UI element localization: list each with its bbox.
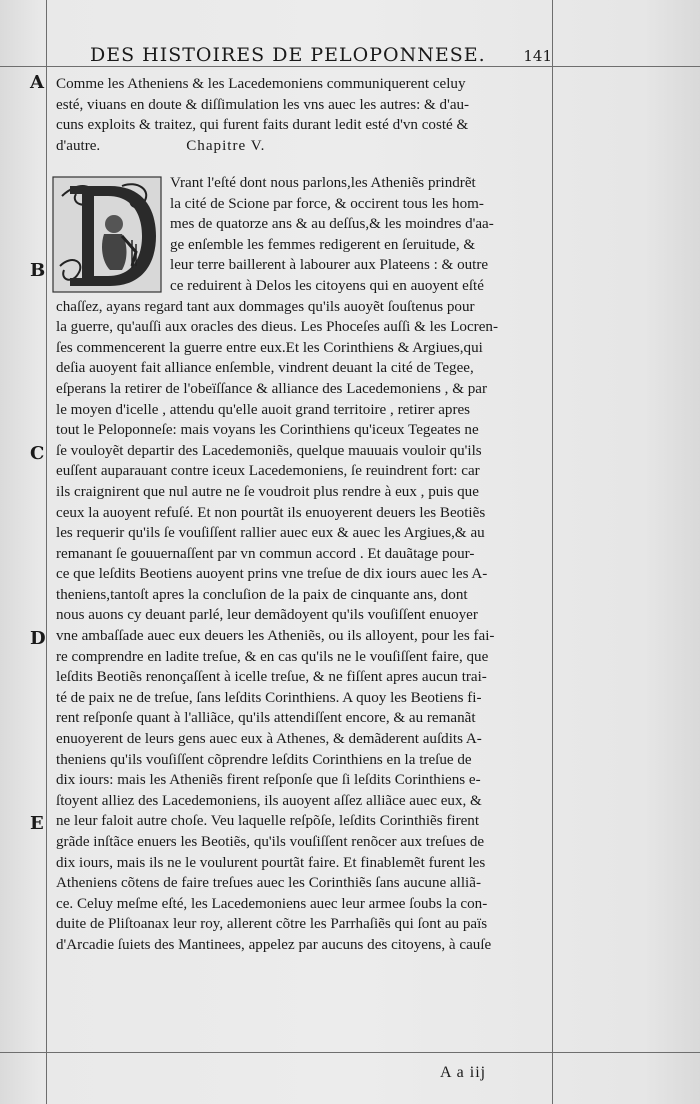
text-line: re comprendre en ladite treſue, & en cas qu'ils ne le vouſiſſent faire, que [56, 648, 489, 665]
text-line: ne leur faloit autre choſe. Veu laquelle reſpõſe, leſdits Corinthiẽs firent [56, 813, 480, 830]
text-line: ſes commencerent la guerre entre eux.Et les Corinthiens & Argiues,qui [56, 339, 483, 356]
margin-letter-b: B [30, 260, 46, 281]
text-line: dix iours, mais ils ne le voulurent pourtãt faire. Et finablemẽt furent les [56, 854, 486, 871]
text-line: euſſent auparauant contre iceux Lacedemoniens, ſe reuindrent fort: car [56, 463, 480, 480]
text-line: chaſſez, ayans regard tant aux dommages qu'ils auoyẽt ſouſtenus pour [56, 298, 475, 315]
running-title: DES HISTOIRES DE PELOPONNESE. [90, 44, 486, 66]
text-line: Vrant l'eſté dont nous parlons,les Atheniẽs prindrẽt [170, 175, 476, 191]
intro-line: Comme les Atheniens & les Lacedemoniens communiquerent celuy [56, 76, 466, 92]
text-line: leſdits Beotiẽs renonçaſſent à icelle treſue, & ne fiſſent apres aucun trai- [56, 669, 487, 686]
margin-letter-a: A [30, 72, 44, 93]
text-line: enuoyerent de leurs gens auec eux à Athenes, & demãderent auſdits A- [56, 731, 482, 748]
text-line: ce reduirent à Delos les citoyens qui en auoyent eſté [170, 277, 484, 294]
text-line: leur terre baillerent à labourer aux Plateens : & outre [170, 257, 489, 274]
text-line: le moyen d'icelle , attendu qu'elle auoit grand territoire , retirer apres [56, 401, 471, 418]
margin-letter-e: E [30, 813, 44, 834]
intro-line-end: d'autre. [56, 137, 101, 154]
text-line: ge enſemble les femmes redigerent en ſeruitude, & [170, 236, 476, 253]
text-line: vne ambaſſade auec eux deuers les Atheniẽs, ou ils alloyent, pour les fai- [56, 628, 495, 645]
text-line: ſtoyent alliez des Lacedemoniens, ils auoyent aſſez alliãce auec eux, & [56, 792, 482, 809]
text-line: la cité de Scione par force, & occirent tous les hom- [170, 195, 484, 212]
text-line: mes de quatorze ans & au deſſus,& les moindres d'aa- [170, 216, 494, 233]
margin-letter-c: C [30, 443, 45, 464]
text-line: dix iours: mais les Atheniẽs firent reſponſe que ſi leſdits Corinthiens e- [56, 772, 481, 789]
intro-line: cuns exploits & traitez, qui furent faits durant ledit esté d'vn costé & [56, 117, 469, 134]
footer-rule [0, 1052, 700, 1053]
text-line: ce. Celuy meſme eſté, les Lacedemoniens auec leur armee ſoubs la con- [56, 895, 488, 912]
text-line: tout le Peloponneſe: mais voyans les Corinthiens qu'iceux Tegeates ne [56, 422, 479, 439]
main-paragraph [56, 173, 550, 976]
page-number: 141 [523, 47, 552, 65]
text-line: d'Arcadie ſuiets des Mantinees, appelez par aucuns des citoyens, à cauſe [56, 936, 492, 953]
text-line: ils craignirent que nul autre ne ſe voudroit plus rendre à eux , puis que [56, 483, 479, 500]
text-line: les requerir qu'ils ſe vouſiſſent rallier auec eux & auec les Argiues,& au [56, 525, 485, 542]
margin-letter-d: D [30, 628, 46, 649]
text-line: Atheniens cõtens de faire treſues auec les Corinthiẽs ſans aucune alliã- [56, 875, 481, 892]
text-line: té de paix ne de treſue, ſans leſdits Corinthiens. A quoy les Beotiens fi- [56, 689, 482, 706]
text-line: theniens,tantoſt apres la concluſion de la paix de cinquante ans, dont [56, 586, 468, 603]
header-rule [0, 66, 700, 67]
text-line: ceux la auoyent refuſé. Et non pourtãt ils enuoyerent deuers les Beotiẽs [56, 504, 486, 521]
left-margin-rule [46, 0, 47, 1104]
catchword: A a iij [440, 1064, 487, 1081]
text-line: duite de Pliſtoanax leur roy, allerent cõtre les Parrhaſiẽs qui ſont au païs [56, 916, 488, 933]
text-line: eſperans la retirer de l'obeïſſance & alliance des Lacedemoniens , & par [56, 380, 488, 397]
text-line: ſe vouloyẽt departir des Lacedemoniẽs, quelque mauuais vouloir qu'ils [56, 442, 482, 459]
text-line: la guerre, qu'auſſi aux oracles des dieus. Les Phoceſes auſſi & les Locren- [56, 319, 498, 336]
text-line: deſia auoyent fait alliance enſemble, vindrent deuant la cité de Tegee, [56, 360, 474, 377]
intro-line: esté, viuans en doute & diſſimulation les vns auec les autres: & d'au- [56, 96, 470, 113]
intro-paragraph [56, 74, 550, 156]
text-line: theniens qu'ils vouſiſſent cõprendre leſdits Corinthiens en la treſue de [56, 751, 472, 768]
chapter-heading: Chapitre V. [186, 137, 266, 154]
chapter-heading-line [56, 136, 550, 157]
text-line: nous auons cy deuant parlé, leur demãdoyent qu'ils vouſiſſent enuoyer [56, 607, 478, 624]
running-header [90, 44, 552, 66]
text-line: ce que leſdits Beotiens auoyent prins vne treſue de dix iours auec les A- [56, 566, 488, 583]
right-margin-rule [552, 0, 553, 1104]
text-line: rent reſponſe quant à l'alliãce, qu'ils attendiſſent encore, & au remanãt [56, 710, 476, 727]
text-line [56, 956, 550, 977]
text-line: remanant ſe gouuernaſſent par vn commun accord . Et dauãtage pour- [56, 545, 475, 562]
text-line: grãde inſtãce enuers les Beotiẽs, qu'ils vouſiſſent renõcer aux treſues de [56, 834, 485, 850]
